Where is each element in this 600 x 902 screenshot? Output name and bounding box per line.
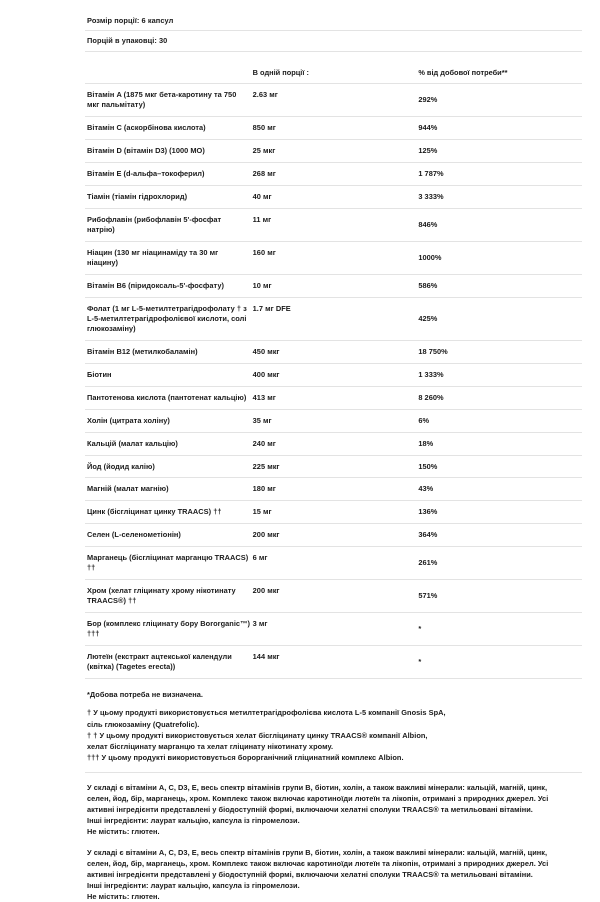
nutrient-amount: 180 мг — [252, 484, 276, 494]
nutrient-amount: 144 мкг — [252, 652, 280, 662]
nutrient-daily-value: 8 260% — [418, 392, 444, 402]
other-ingredients-line: Інші інгредієнти: лаурат кальцію, капсула із гіпромелози. — [87, 816, 300, 826]
footnote-dagger-1: † У цьому продукті використовується метилтетрагідрофолієва кислота L-5 компанії Gnosis SpA, — [87, 708, 446, 718]
table-row — [85, 386, 582, 409]
table-spacer-cell — [85, 51, 582, 63]
nutrient-daily-value: 18 750% — [418, 346, 448, 356]
other-ingredients-line: Інші інгредієнти: лаурат кальцію, капсула із гіпромелози. — [87, 880, 300, 890]
nutrient-daily-value: 425% — [418, 313, 438, 323]
nutrient-daily-value: 136% — [418, 507, 438, 517]
nutrient-daily-value: 1000% — [418, 252, 442, 262]
nutrient-name: Магній (малат магнію) — [87, 484, 169, 494]
nutrient-daily-value: 292% — [418, 94, 438, 104]
nutrient-name: Вітамін E (d-альфа–токоферил) — [87, 168, 205, 178]
footnote-dagger-3: ††† У цьому продукті використовується борорганічний гліцинатний комплекс Albion. — [87, 752, 404, 762]
serving-size-row — [85, 11, 582, 31]
nutrient-amount: 15 мг — [252, 507, 272, 517]
nutrient-amount: 35 мг — [252, 415, 272, 425]
supplement-facts-table — [85, 11, 582, 679]
nutrient-amount: 2.63 мг — [252, 89, 278, 99]
nutrient-daily-value: 586% — [418, 280, 438, 290]
nutrient-daily-value: 571% — [418, 591, 438, 601]
nutrient-amount: 10 мг — [252, 280, 272, 290]
footnote-star: *Добова потреба не визначена. — [87, 690, 203, 700]
nutrient-amount: 240 мг — [252, 438, 276, 448]
nutrient-daily-value: 18% — [418, 438, 434, 448]
table-row — [85, 83, 582, 116]
nutrient-name: Рибофлавін (рибофлавін 5'-фосфат натрію) — [87, 214, 222, 234]
nutrient-name: Фолат (1 мг L-5-метилтетрагідрофолату † з L-5-метилтетрагідрофолієвої кислоти, солі глюкозаміну) — [87, 303, 247, 333]
table-row — [85, 455, 582, 478]
table-row — [85, 340, 582, 363]
nutrient-amount: 200 мкг — [252, 586, 280, 596]
servings-per-container-label: Порцій в упаковці: 30 — [87, 36, 168, 46]
nutrient-name: Вітамін B6 (піридоксаль-5'-фосфату) — [87, 280, 224, 290]
nutrient-daily-value: 6% — [418, 415, 430, 425]
nutrient-name: Вітамін C (аскорбінова кислота) — [87, 122, 206, 132]
nutrient-name: Цинк (бісгліцинат цинку TRAACS) †† — [87, 507, 222, 517]
nutrient-name: Хром (хелат гліцинату хрому нікотинату TRAACS®) †† — [87, 586, 236, 606]
nutrient-amount: 450 мкг — [252, 346, 280, 356]
nutrient-amount: 11 мг — [252, 214, 272, 224]
ingredients-line: селен, йод, бір, марганець, хром. Комплекс також включає каротиноїди лютеїн та лікопін, отримані з природних джерел. Усі — [87, 794, 549, 804]
nutrient-daily-value: 3 333% — [418, 191, 444, 201]
nutrient-daily-value: 43% — [418, 484, 434, 494]
nutrient-name: Біотин — [87, 369, 112, 379]
nutrient-daily-value: 125% — [418, 145, 438, 155]
header-nutrient-column — [85, 63, 251, 83]
ingredients-line: активні інгредієнти представлені у біодоступній формі, включаючи хелатні сполуки TRAACS® та метильовані вітаміни. — [87, 805, 533, 815]
table-row — [85, 432, 582, 455]
nutrient-name: Бор (комплекс гліцинату бору Bororganic™) ††† — [87, 619, 250, 639]
nutrient-amount: 268 мг — [252, 168, 276, 178]
table-row — [85, 185, 582, 208]
nutrient-amount: 40 мг — [252, 191, 272, 201]
table-row — [85, 208, 582, 241]
ingredients-line: У складі є вітаміни А, С, D3, Е, весь спектр вітамінів групи В, біотин, холін, а також важливі мінерали: кальцій, магній, цинк, — [87, 847, 548, 857]
table-row — [85, 274, 582, 297]
ingredients-line: активні інгредієнти представлені у біодоступній формі, включаючи хелатні сполуки TRAACS® та метильовані вітаміни. — [87, 869, 533, 879]
facts-table-body — [85, 11, 582, 679]
servings-per-container-row — [85, 31, 582, 51]
nutrient-name: Селен (L-селенометіонін) — [87, 530, 181, 540]
nutrient-amount: 850 мг — [252, 122, 276, 132]
nutrient-amount: 25 мкг — [252, 145, 276, 155]
nutrient-daily-value: * — [418, 624, 422, 634]
nutrient-amount: 400 мкг — [252, 369, 280, 379]
table-row — [85, 116, 582, 139]
header-amount-column: В одній порції : — [252, 67, 309, 77]
footnote-dagger-2-cont: хелат бісгліцинату марганцю та хелат гліцинату нікотинату хрому. — [87, 741, 334, 751]
nutrient-name: Тіамін (тіамін гідрохлорид) — [87, 191, 188, 201]
allergen-free-line: Не містить: глютен. — [87, 827, 160, 837]
nutrient-amount: 160 мг — [252, 247, 276, 257]
nutrient-name: Вітамін D (вітамін D3) (1000 МО) — [87, 145, 205, 155]
footnote-dagger-2: † † У цьому продукті використовується хелат бісгліцинату цинку TRAACS® компанії Albion, — [87, 730, 428, 740]
nutrient-daily-value: 261% — [418, 558, 438, 568]
nutrient-name: Вітамін A (1875 мкг бета-каротину та 750 мкг пальмітату) — [87, 89, 237, 109]
table-row — [85, 524, 582, 547]
table-row — [85, 162, 582, 185]
table-row — [85, 547, 582, 580]
nutrient-name: Йод (йодид калію) — [87, 461, 155, 471]
nutrient-amount: 1.7 мг DFE — [252, 303, 291, 313]
nutrient-name: Ніацин (130 мг ніацинаміду та 30 мг ніацину) — [87, 247, 219, 267]
table-header-row — [85, 63, 582, 83]
nutrient-daily-value: 364% — [418, 530, 438, 540]
table-row — [85, 241, 582, 274]
ingredients-line: селен, йод, бір, марганець, хром. Комплекс також включає каротиноїди лютеїн та лікопін, отримані з природних джерел. Усі — [87, 858, 549, 868]
nutrient-amount: 413 мг — [252, 392, 276, 402]
allergen-free-line: Не містить: глютен. — [87, 891, 160, 901]
nutrient-name: Кальцій (малат кальцію) — [87, 438, 178, 448]
nutrient-name: Холін (цитрата холіну) — [87, 415, 170, 425]
nutrient-daily-value: 150% — [418, 461, 438, 471]
nutrient-daily-value: * — [418, 657, 422, 667]
nutrient-daily-value: 846% — [418, 219, 438, 229]
footnote-dagger-1-cont: сіль глюкозаміну (Quatrefolic). — [87, 719, 200, 729]
nutrient-name: Вітамін B12 (метилкобаламін) — [87, 346, 198, 356]
nutrient-daily-value: 1 787% — [418, 168, 444, 178]
nutrient-amount: 3 мг — [252, 619, 268, 629]
nutrient-daily-value: 944% — [418, 122, 438, 132]
table-spacer-row — [85, 51, 582, 63]
table-row — [85, 478, 582, 501]
ingredients-block-2 — [85, 838, 584, 902]
table-row — [85, 297, 582, 340]
nutrient-amount: 225 мкг — [252, 461, 280, 471]
table-row — [85, 580, 582, 613]
nutrient-name: Пантотенова кислота (пантотенат кальцію) — [87, 392, 247, 402]
table-row — [85, 363, 582, 386]
ingredients-line: У складі є вітаміни А, С, D3, Е, весь спектр вітамінів групи В, біотин, холін, а також важливі мінерали: кальцій, магній, цинк, — [87, 782, 548, 792]
footnote-gap — [87, 700, 582, 707]
nutrient-amount: 6 мг — [252, 553, 268, 563]
nutrient-amount: 200 мкг — [252, 530, 280, 540]
nutrient-daily-value: 1 333% — [418, 369, 444, 379]
footnotes-block — [85, 679, 582, 763]
table-row — [85, 501, 582, 524]
table-row — [85, 646, 582, 679]
serving-size-label: Розмір порції: 6 капсул — [87, 16, 174, 25]
table-row — [85, 613, 582, 646]
ingredients-block-1 — [85, 773, 584, 838]
table-row — [85, 409, 582, 432]
nutrient-name: Марганець (бісгліцинат марганцю TRAACS) †† — [87, 553, 249, 573]
header-daily-value-column: % від добової потреби** — [418, 67, 508, 77]
nutrient-name: Лютеїн (екстракт ацтекської календули (квітка) (Tagetes erecta)) — [87, 652, 232, 672]
table-row — [85, 139, 582, 162]
